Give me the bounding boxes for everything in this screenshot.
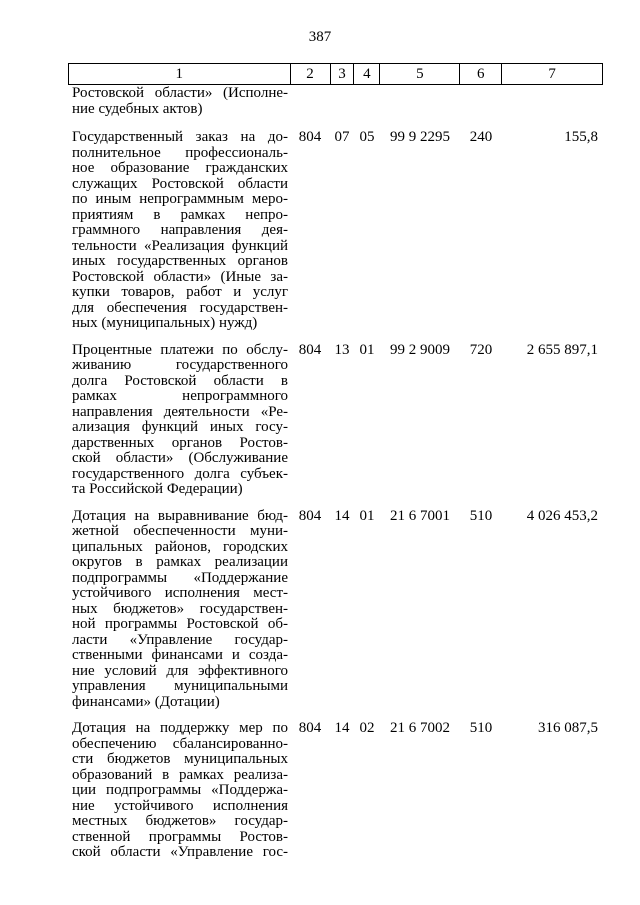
description-line: Дотация на поддержку мер по <box>72 720 288 736</box>
description-line: устойчивого исполнения мест- <box>72 585 288 601</box>
cell-amount: 155,8 <box>564 129 598 145</box>
cell-amount: 2 655 897,1 <box>526 341 598 358</box>
description-line: ципальных районов, городских <box>72 538 288 555</box>
header-col-7: 7 <box>548 66 556 82</box>
description-line: ской области «Управление гос- <box>72 844 288 860</box>
cell-ministry-code: 804 <box>298 720 322 736</box>
description-line: Дотация на выравнивание бюд- <box>72 507 288 524</box>
description-line: ние судебных актов) <box>72 100 203 117</box>
header-col-2: 2 <box>291 64 331 84</box>
row-description <box>68 130 290 332</box>
description-line: та Российской Федерации) <box>72 481 243 497</box>
cell-expense-type: 720 <box>469 341 493 358</box>
cell-target-code: 99 9 2295 <box>390 129 450 145</box>
cell-section-code: 07 <box>334 129 350 145</box>
row-description <box>68 721 290 861</box>
description-line: управления муниципальными <box>72 678 288 694</box>
description-line: приятиям в рамках непро- <box>72 206 288 223</box>
description-line: образований в рамках реализа- <box>72 766 288 783</box>
header-col-6: 6 <box>460 64 502 84</box>
table-header <box>68 63 603 85</box>
description-line: финансами» (Дотации) <box>72 693 220 710</box>
cell-section-code: 13 <box>334 341 350 358</box>
description-line: ственной программы Ростов- <box>72 828 288 845</box>
header-col-1: 1 <box>69 64 291 84</box>
description-line: ние условий для эффективного <box>72 662 288 679</box>
description-line: ализация функций иных госу- <box>72 419 288 435</box>
cell-expense-type: 240 <box>469 129 493 145</box>
cell-target-code: 21 6 7002 <box>390 720 450 736</box>
table-row <box>68 509 603 711</box>
description-line: ное образование гражданских <box>72 160 288 176</box>
cell-subsection-code: 01 <box>359 341 375 358</box>
continuation-row <box>68 86 603 117</box>
description-line: ции подпрограммы «Поддержа- <box>72 782 288 798</box>
description-line: жетной обеспеченности муни- <box>72 523 288 539</box>
description-line: ской области» (Обслуживание <box>72 450 288 466</box>
row-description <box>68 509 290 711</box>
cell-ministry-code: 804 <box>298 507 322 524</box>
description-line: Государственный заказ на до- <box>72 129 288 145</box>
description-line: ственными финансами и созда- <box>72 647 288 663</box>
cell-expense-type: 510 <box>469 720 493 736</box>
description-line: ных бюджетов» государствен- <box>72 600 288 617</box>
header-col-5: 5 <box>380 64 460 84</box>
row-description <box>68 86 290 117</box>
description-line: граммного направления дея- <box>72 222 288 238</box>
cell-ministry-code: 804 <box>298 129 322 145</box>
description-line: купки товаров, работ и услуг <box>72 284 288 300</box>
cell-ministry-code: 804 <box>298 341 322 358</box>
cell-section-code: 14 <box>334 507 350 524</box>
description-line: рамках непрограммного <box>72 388 288 404</box>
header-col-3: 3 <box>331 64 355 84</box>
description-line: служащих Ростовской области <box>72 175 288 192</box>
description-line: местных бюджетов» государ- <box>72 813 288 829</box>
description-line: ласти «Управление государ- <box>72 631 288 648</box>
cell-amount: 316 087,5 <box>538 720 598 736</box>
description-line: сти бюджетов муниципальных <box>72 751 288 767</box>
cell-target-code: 99 2 9009 <box>390 341 450 358</box>
description-line: обеспечению сбалансированно- <box>72 735 288 752</box>
description-line: ной программы Ростовской об- <box>72 616 288 632</box>
description-line: Ростовской области» (Иные за- <box>72 268 288 285</box>
description-line: долга Ростовской области в <box>72 372 288 389</box>
cell-subsection-code: 05 <box>359 129 375 145</box>
cell-expense-type: 510 <box>469 507 493 524</box>
cell-section-code: 14 <box>334 720 350 736</box>
description-line: живанию государственного <box>72 357 288 373</box>
description-line: округов в рамках реализации <box>72 554 288 570</box>
cell-subsection-code: 02 <box>359 720 375 736</box>
description-line: ных (муниципальных) нужд) <box>72 315 258 331</box>
cell-target-code: 21 6 7001 <box>390 507 450 524</box>
cell-amount: 4 026 453,2 <box>526 507 598 524</box>
description-line: Ростовской области» (Исполне- <box>72 85 288 101</box>
description-line: подпрограммы «Поддержание <box>72 569 288 586</box>
row-description <box>68 343 290 498</box>
description-line: по иным непрограммным меро- <box>72 191 288 207</box>
description-line: ние устойчивого исполнения <box>72 797 288 814</box>
description-line: направления деятельности «Ре- <box>72 403 288 420</box>
description-line: полнительное профессиональ- <box>72 144 288 161</box>
page-number: 387 <box>308 29 332 45</box>
description-line: для обеспечения государствен- <box>72 299 288 316</box>
description-line: Процентные платежи по обслу- <box>72 341 288 358</box>
table-row <box>68 130 603 332</box>
description-line: дарственных органов Ростов- <box>72 434 288 451</box>
description-line: иных государственных органов <box>72 253 288 269</box>
description-line: тельности «Реализация функций <box>72 237 288 254</box>
table-row <box>68 721 603 861</box>
table-row <box>68 343 603 498</box>
cell-subsection-code: 01 <box>359 507 375 524</box>
table-body <box>68 86 603 872</box>
header-col-4: 4 <box>354 64 380 84</box>
description-line: государственного долга субъек- <box>72 465 288 482</box>
